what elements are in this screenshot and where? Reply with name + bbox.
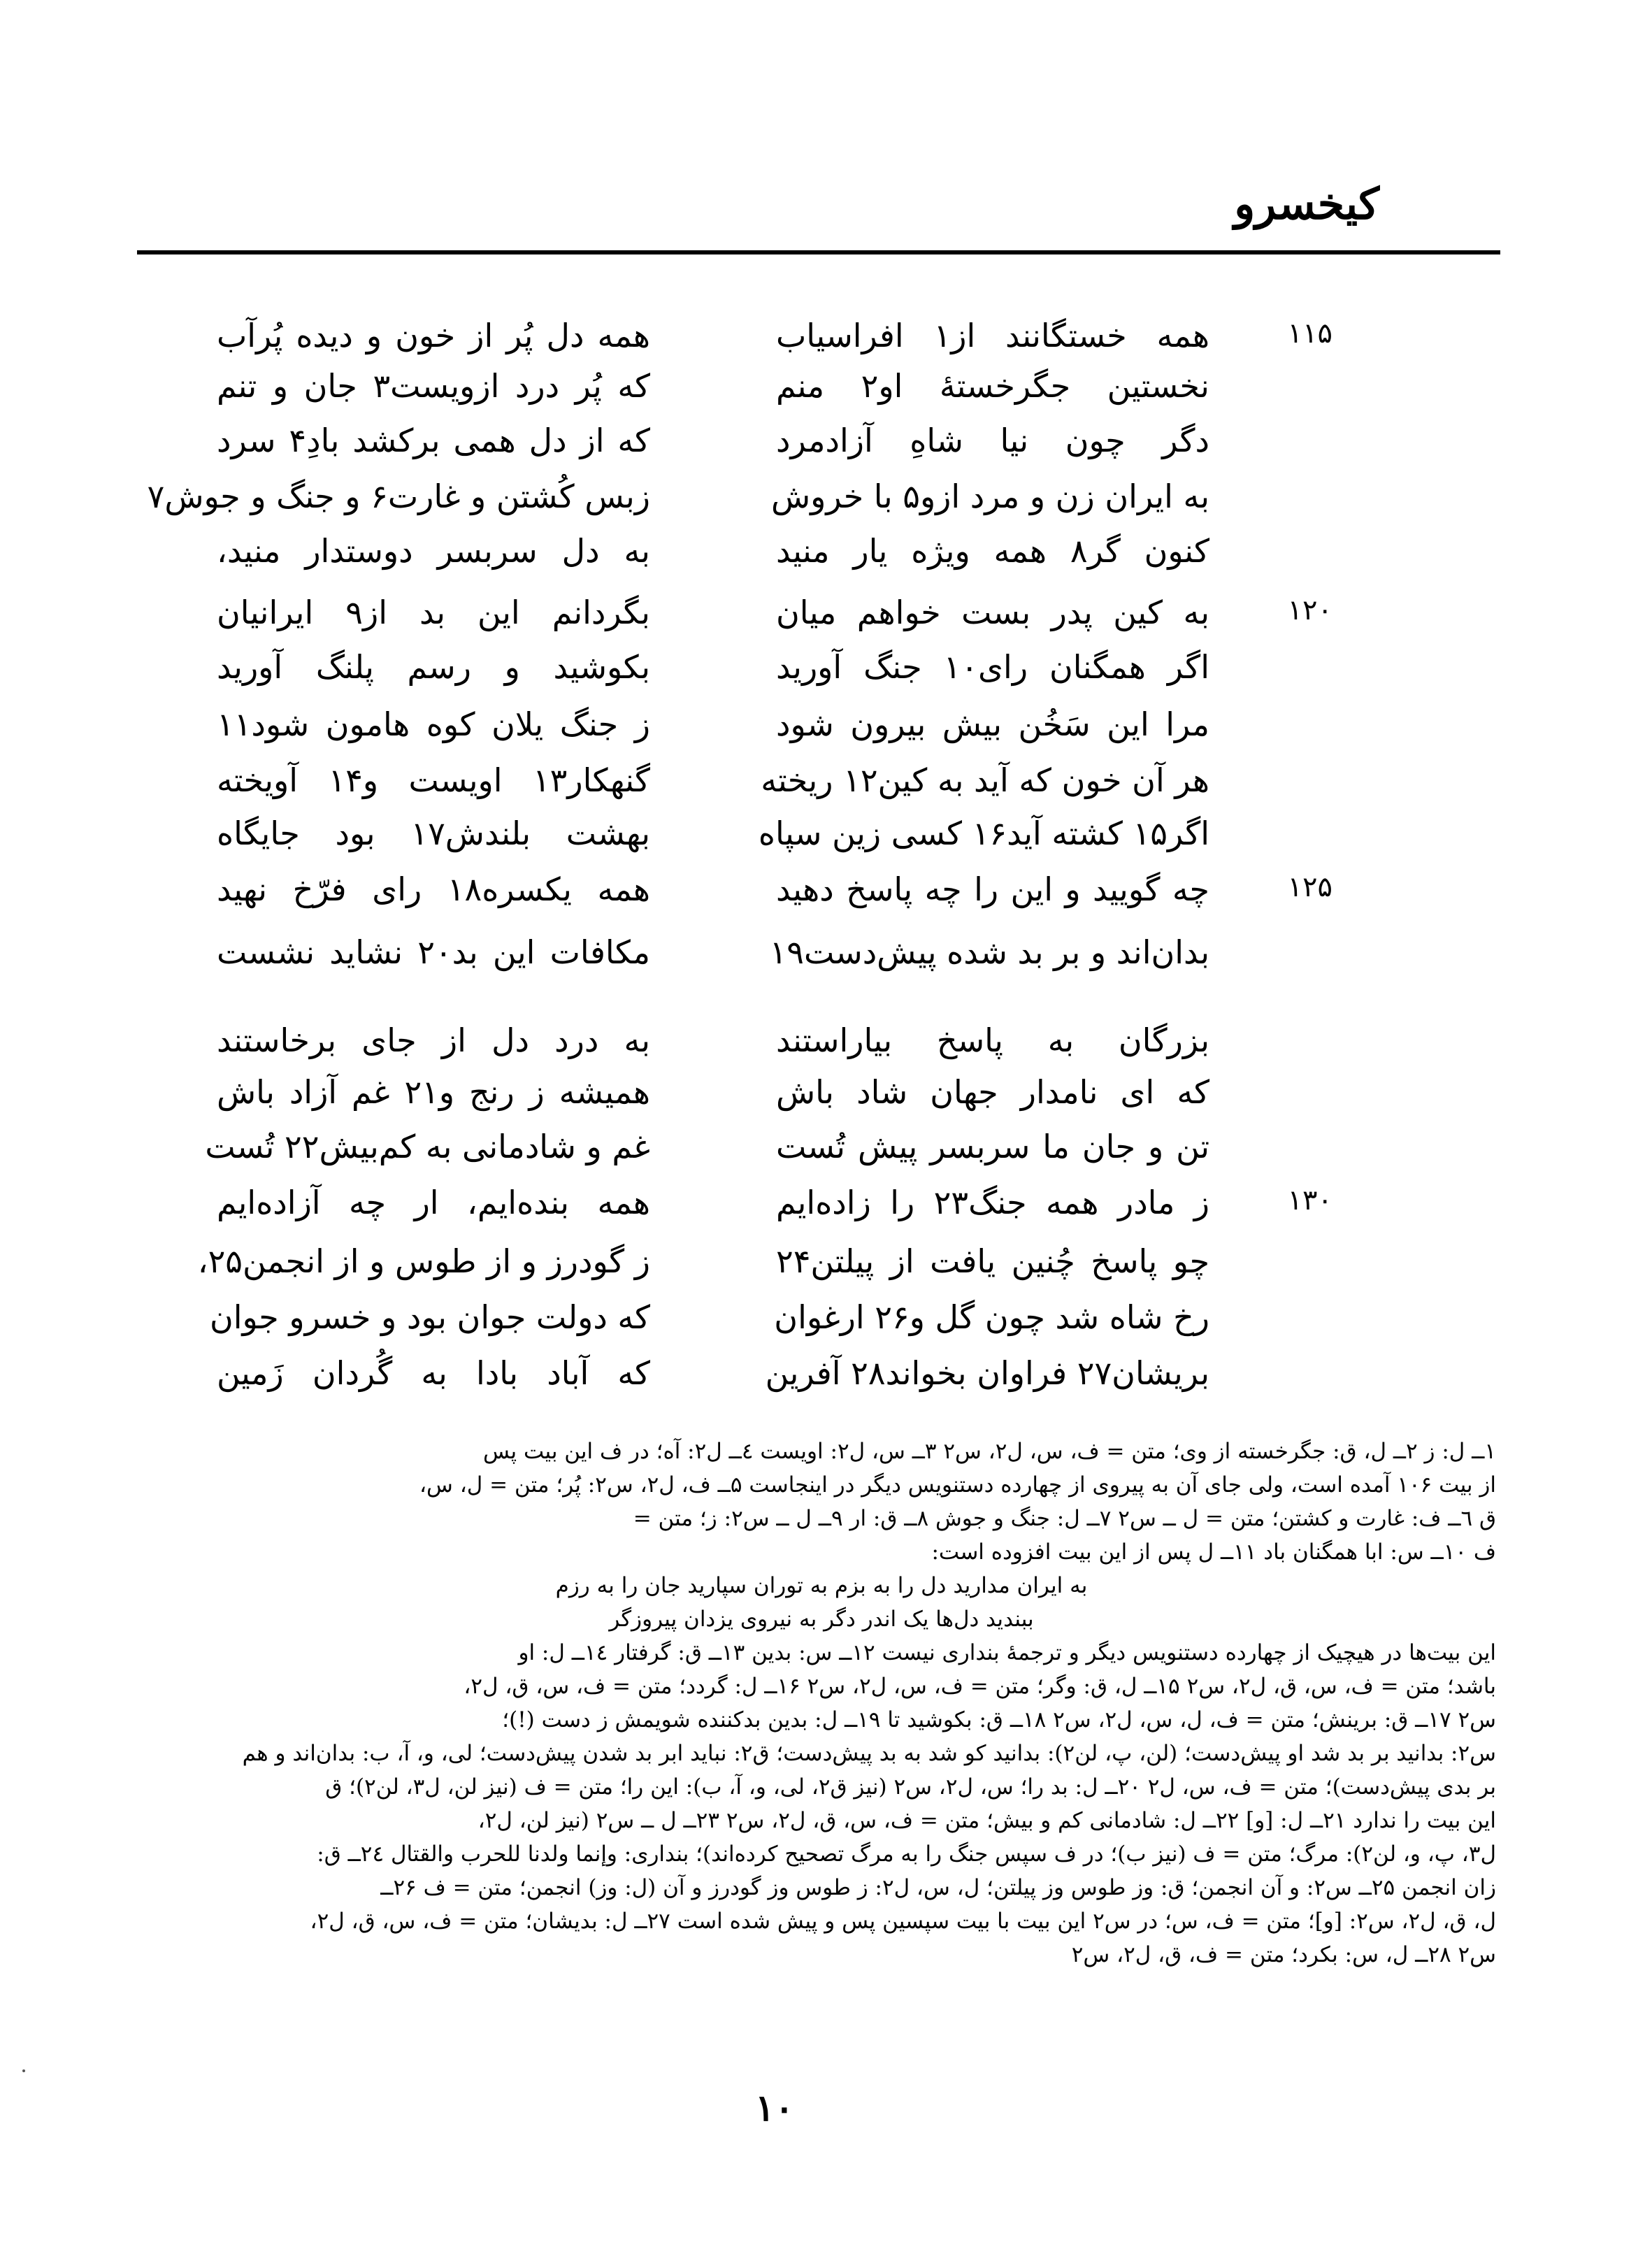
verse-first-hemistich: اگر همگنان رای۱۰ جنگ آورید	[776, 648, 1209, 686]
footnote-line: ف ۱۰ــ س: ابا همگنان باد ۱۱ــ ل پس از این بیت افزوده است:	[931, 1539, 1496, 1565]
footnote-line: بر بدی پیش‌دست)؛ متن = ف، س، ل۲ ۲۰ــ ل: بد را؛ س، ل۲، س۲ (نیز ق۲، لی، و، آ، ب): این را؛ متن = ف (نیز لن، ل۳، لن۲)؛ ق	[325, 1774, 1496, 1800]
verse-first-hemistich: بزرگان به پاسخ بیاراستند	[776, 1021, 1209, 1059]
verse-second-hemistich: زبس کُشتن و غارت۶ و جنگ و جوش۷	[147, 478, 650, 515]
verse-first-hemistich: به ایران زن و مرد ازو۵ با خروش	[771, 478, 1209, 515]
footnote-line: س۲ ۱۷ــ ق: برینش؛ متن = ف، ل، س، ل۲، س۲ ۱۸ــ ق: بکوشید تا ۱۹ــ ل: بدین بدکننده شویمش ز دست (!)؛	[502, 1707, 1496, 1732]
page-number: ۱۰	[755, 2087, 794, 2130]
verse-first-hemistich: چو پاسخ چُنین یافت از پیلتن۲۴	[776, 1242, 1209, 1280]
verse-first-hemistich: نخستین جگرخستهٔ او۲ منم	[776, 367, 1209, 405]
verse-number: ۱۲۵	[1287, 871, 1333, 903]
verse-second-hemistich: به دل سربسر دوستدار منید،	[217, 532, 650, 570]
verse-first-hemistich: بدان‌اند و بر بد شده پیش‌دست۱۹	[769, 933, 1209, 971]
verse-second-hemistich: که پُر درد ازویست۳ جان و تنم	[217, 367, 650, 405]
verse-second-hemistich: که دولت جوان بود و خسرو جوان	[209, 1298, 650, 1336]
verse-first-hemistich: همه خستگانند از۱ افراسیاب	[776, 317, 1210, 354]
header-rule	[137, 250, 1500, 254]
verse-second-hemistich: گنهکار۱۳ اویست و۱۴ آویخته	[217, 761, 651, 799]
verse-number: ۱۲۰	[1287, 594, 1333, 626]
verse-first-hemistich: هر آن خون که آید به کین۱۲ ریخته	[761, 761, 1209, 799]
verse-first-hemistich: مرا این سَخُن بیش بیرون شود	[776, 705, 1209, 743]
verse-first-hemistich: که ای نامدار جهان شاد باش	[776, 1073, 1209, 1111]
verse-first-hemistich: رخ شاه شد چون گل و۲۶ ارغوان	[774, 1298, 1209, 1336]
page-title: کیخسرو	[1234, 178, 1379, 229]
verse-second-hemistich: به درد دل از جای برخاستند	[217, 1021, 650, 1059]
verse-number: ۱۱۵	[1287, 317, 1333, 350]
verse-first-hemistich: دگر چون نیا شاهِ آزادمرد	[776, 422, 1209, 459]
footnote-line: ق ٦ــ ف: غارت و کشتن؛ متن = ل ــ س۲ ۷ــ ل: جنگ و جوش ۸ــ ق: ار ۹ــ ل ــ س۲: ز؛ متن =	[633, 1506, 1496, 1531]
verse-second-hemistich: همه یکسره۱۸ رای فرّخ نهید	[217, 870, 650, 908]
verse-first-hemistich: چه گویید و این را چه پاسخ دهید	[776, 870, 1209, 908]
verse-second-hemistich: همه بنده‌ایم، ار چه آزاده‌ایم	[217, 1184, 650, 1221]
verse-second-hemistich: بهشت بلندش۱۷ بود جایگاه	[217, 814, 650, 852]
footnote-line: از بیت ۱۰۶ آمده است، ولی جای آن به پیروی از چهارده دستنویس دیگر در اینجاست ۵ــ ف، ل۲، س۲: پُر؛ متن = ل، س،	[419, 1472, 1496, 1498]
verse-first-hemistich: کنون گر۸ همه ویژه یار منید	[776, 532, 1209, 570]
verse-second-hemistich: که آباد بادا به گُردان زَمین	[217, 1354, 650, 1392]
footnote-line: س۲ ۲۸ــ ل، س: بکرد؛ متن = ف، ق، ل۲، س۲	[1071, 1942, 1496, 1967]
verse-second-hemistich: غم و شادمانی به کم‌بیش۲۲ تُست	[205, 1128, 650, 1165]
footnote-line: این بیت را ندارد ۲۱ــ ل: [و] ۲۲ــ ل: شادمانی کم و بیش؛ متن = ف، س، ق، ل۲، س۲ ۲۳ــ ل ــ س۲ (نیز لن، ل۲،	[477, 1808, 1496, 1833]
verse-second-hemistich: مکافات این بد۲۰ نشاید نشست	[217, 933, 650, 971]
footnote-line: این بیت‌ها در هیچیک از چهارده دستنویس دیگر و ترجمهٔ بنداری نیست ۱۲ــ س: بدین ۱۳ــ ق: گرفتار ۱٤ــ ل: او	[518, 1640, 1496, 1665]
verse-second-hemistich: بکوشید و رسم پلنگ آورید	[217, 648, 650, 686]
verse-second-hemistich: بگردانم این بد از۹ ایرانیان	[217, 594, 650, 631]
verse-first-hemistich: بریشان۲۷ فراوان بخواند۲۸ آفرین	[765, 1354, 1209, 1392]
footnote-line: زان انجمن ۲۵ــ س۲: و آن انجمن؛ ق: وز طوس وز پیلتن؛ ل، س، ل۲: ز طوس وز گودرز و آن (ل: وز) انجمن؛ متن = ف ۲۶ــ	[380, 1875, 1496, 1900]
verse-first-hemistich: به کین پدر بست خواهم میان	[776, 594, 1209, 631]
verse-number: ۱۳۰	[1287, 1184, 1333, 1216]
footnote-line: س۲: بدانید بر بد شد او پیش‌دست؛ (لن، پ، لن۲): بدانید کو شد به بد پیش‌دست؛ ق۲: نباید ابر بد شدن پیش‌دست؛ لی، و، آ، ب: بدان‌اند و هم	[242, 1741, 1496, 1766]
verse-second-hemistich: ز گودرز و از طوس و از انجمن۲۵،	[197, 1242, 650, 1280]
verse-second-hemistich: ز جنگ یلان کوه هامون شود۱۱	[217, 705, 650, 743]
footnote-line: ۱ــ ل: ز ۲ــ ل، ق: جگرخسته از وی؛ متن = ف، س، ل۲، س۲ ۳ــ س، ل۲: اویست ٤ــ ل۲: آه؛ در ف این بیت پس	[483, 1439, 1496, 1464]
scan-speck	[22, 2069, 25, 2072]
footnote-line: ل۳، پ، و، لن۲): مرگ؛ متن = ف (نیز ب)؛ در ف سپس جنگ را به مرگ تصحیح کرده‌اند)؛ بنداری: وإنما ولدنا للحرب والقتال ۲٤ــ ق:	[317, 1842, 1496, 1867]
footnote-line: ببندید دل‌ها یک اندر دگر به نیروی یزدان پیروزگر	[609, 1607, 1034, 1632]
verse-second-hemistich: که از دل همی برکشد بادِ۴ سرد	[217, 422, 650, 459]
verse-second-hemistich: همه دل پُر از خون و دیده پُرآب	[217, 317, 650, 354]
verse-first-hemistich: اگر۱۵ کشته آید۱۶ کسی زین سپاه	[758, 814, 1209, 852]
footnote-line: باشد؛ متن = ف، س، ق، ل۲، س۲ ۱۵ــ ل، ق: وگر؛ متن = ف، س، ل۲، س۲ ۱۶ــ ل: گردد؛ متن = ف، س، ق، ل۲،	[464, 1674, 1496, 1699]
verse-first-hemistich: ز مادر همه جنگ۲۳ را زاده‌ایم	[776, 1184, 1210, 1221]
verse-first-hemistich: تن و جان ما سربسر پیش تُست	[776, 1128, 1209, 1165]
footnote-line: به ایران مدارید دل را به بزم به توران سپارید جان را به رزم	[555, 1573, 1088, 1598]
verse-second-hemistich: همیشه ز رنج و۲۱ غم آزاد باش	[217, 1073, 651, 1111]
footnote-line: ل، ق، ل۲، س۲: [و]؛ متن = ف، س؛ در س۲ این بیت با بیت سپسین پس و پیش شده است ۲۷ــ ل: بدیشان؛ متن = ف، س، ق، ل۲،	[310, 1909, 1496, 1934]
